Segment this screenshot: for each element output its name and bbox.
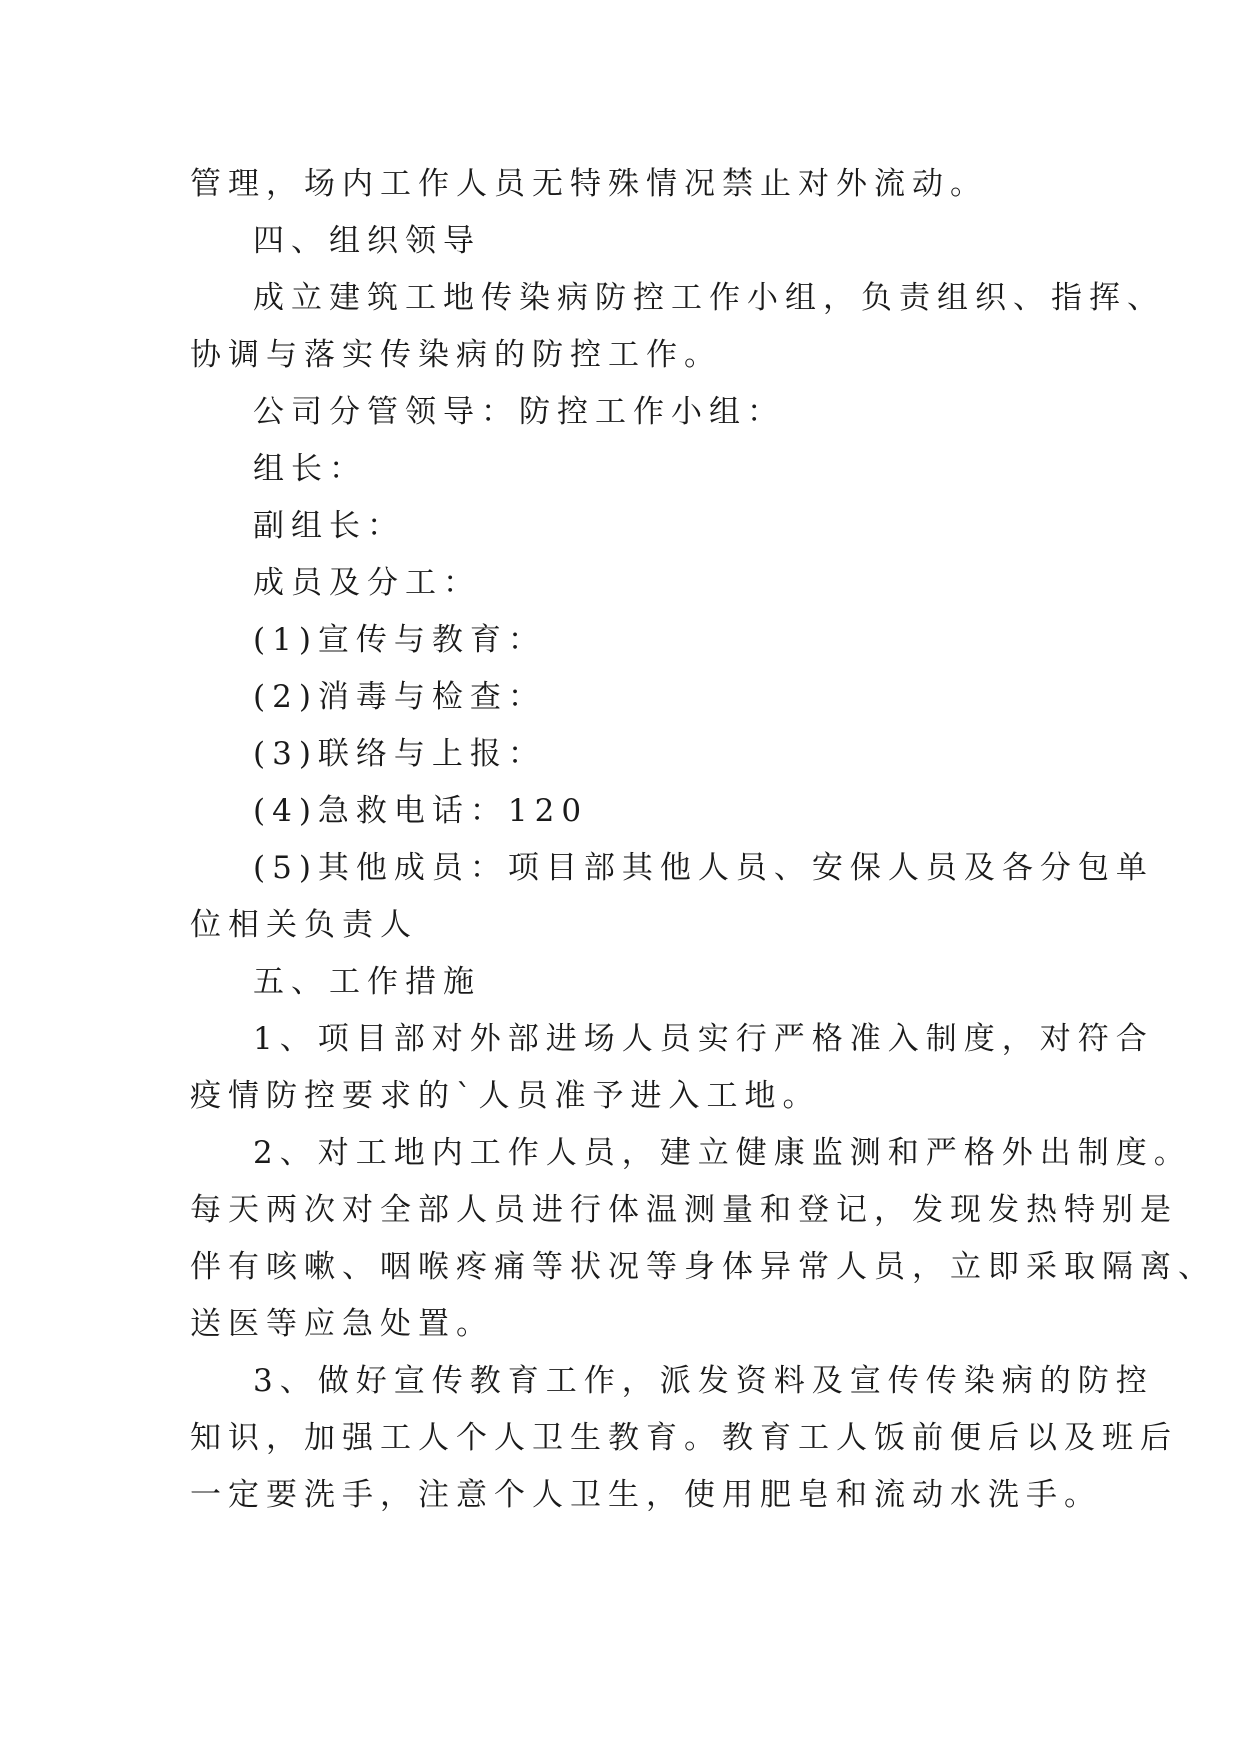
list-line: (2)消毒与检查： <box>253 679 546 715</box>
paragraph-line: 1、项目部对外部进场人员实行严格准入制度，对符合 <box>253 1021 1154 1057</box>
paragraph-line: 知识，加强工人个人卫生教育。教育工人饭前便后以及班后 <box>190 1420 1178 1456</box>
paragraph-line: 每天两次对全部人员进行体温测量和登记，发现发热特别是 <box>190 1192 1178 1228</box>
paragraph-line: 伴有咳嗽、咽喉疼痛等状况等身体异常人员，立即采取隔离、 <box>190 1249 1216 1285</box>
list-line: 公司分管领导：防控工作小组： <box>253 394 785 430</box>
paragraph-line: 协调与落实传染病的防控工作。 <box>190 337 722 373</box>
paragraph-line: 一定要洗手，注意个人卫生，使用肥皂和流动水洗手。 <box>190 1477 1102 1513</box>
list-line: (5)其他成员：项目部其他人员、安保人员及各分包单 <box>253 850 1154 886</box>
body-text-line: 管理，场内工作人员无特殊情况禁止对外流动。 <box>190 166 988 202</box>
paragraph-line: 送医等应急处置。 <box>190 1306 494 1342</box>
section-heading: 四、组织领导 <box>253 223 481 259</box>
paragraph-line: 3、做好宣传教育工作，派发资料及宣传传染病的防控 <box>253 1363 1154 1399</box>
paragraph-line: 疫情防控要求的`人员准予进入工地。 <box>190 1078 821 1114</box>
section-heading: 五、工作措施 <box>253 964 481 1000</box>
paragraph-line: 成立建筑工地传染病防控工作小组，负责组织、指挥、 <box>253 280 1165 316</box>
list-line: (1)宣传与教育： <box>253 622 546 658</box>
list-line: 成员及分工： <box>253 565 481 601</box>
paragraph-line: 2、对工地内工作人员，建立健康监测和严格外出制度。 <box>253 1135 1192 1171</box>
list-line: 组长： <box>253 451 367 487</box>
list-line: (3)联络与上报： <box>253 736 546 772</box>
list-line: 副组长： <box>253 508 405 544</box>
list-line-continuation: 位相关负责人 <box>190 907 418 943</box>
list-line: (4)急救电话：120 <box>253 793 589 829</box>
